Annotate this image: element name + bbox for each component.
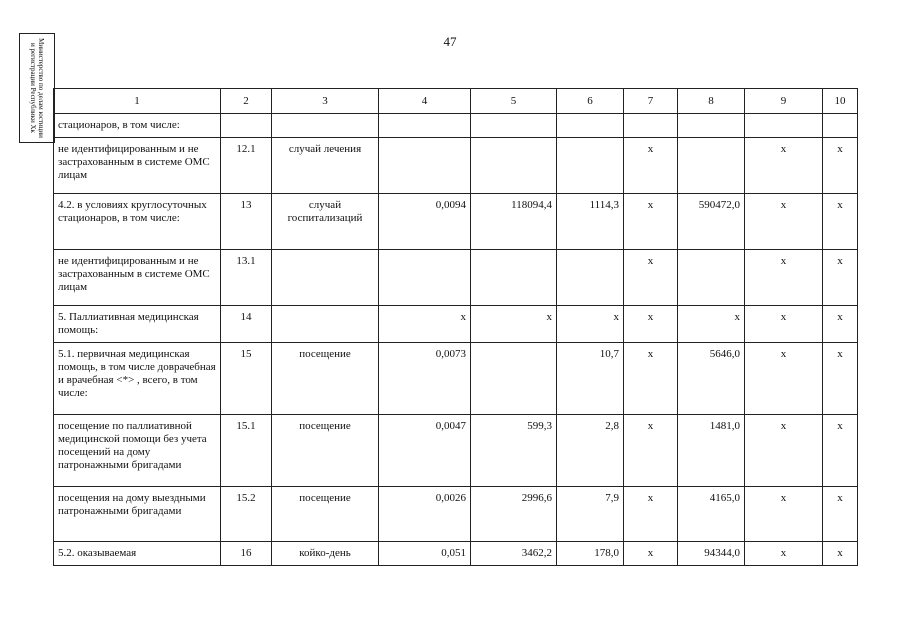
table-cell: x: [745, 343, 823, 415]
table-cell: 5.1. первичная медицинская помощь, в том числе доврачебная и врачебная <*> , всего, в том числе:: [54, 343, 221, 415]
table-cell: 15.2: [221, 487, 272, 542]
table-cell: [823, 114, 858, 138]
table-cell: случай госпитализаций: [272, 194, 379, 250]
table-cell: [471, 250, 557, 306]
table-cell: x: [745, 194, 823, 250]
table-cell: посещения на дому выездными патронажными бригадами: [54, 487, 221, 542]
table-cell: посещение: [272, 343, 379, 415]
table-cell: 16: [221, 542, 272, 566]
table-cell: x: [823, 250, 858, 306]
table-cell: [471, 343, 557, 415]
table-row: [54, 114, 858, 138]
column-header: 7: [624, 89, 678, 114]
table-cell: не идентифицированным и не застрахованным в системе ОМС лицам: [54, 138, 221, 194]
table-cell: x: [745, 138, 823, 194]
table-cell: 7,9: [557, 487, 624, 542]
table-cell: 3462,2: [471, 542, 557, 566]
table-cell: посещение: [272, 415, 379, 487]
table-cell: 1481,0: [678, 415, 745, 487]
table-cell: 2996,6: [471, 487, 557, 542]
table-cell: x: [379, 306, 471, 343]
table-cell: 14: [221, 306, 272, 343]
table-row: [54, 138, 858, 194]
table-cell: 4165,0: [678, 487, 745, 542]
table-cell: 178,0: [557, 542, 624, 566]
table-cell: [678, 250, 745, 306]
column-header: 8: [678, 89, 745, 114]
column-header: 2: [221, 89, 272, 114]
table-cell: 1114,3: [557, 194, 624, 250]
table-cell: x: [745, 415, 823, 487]
table-cell: x: [823, 542, 858, 566]
table-cell: 4.2. в условиях круглосуточных стационаров, в том числе:: [54, 194, 221, 250]
stamp-text: Министерство по делам юстиции и регистрации Республики Хк: [29, 38, 45, 138]
table-cell: x: [624, 343, 678, 415]
column-header: 4: [379, 89, 471, 114]
table-cell: случай лечения: [272, 138, 379, 194]
table-cell: x: [745, 542, 823, 566]
table-cell: 590472,0: [678, 194, 745, 250]
table-cell: x: [823, 343, 858, 415]
table-cell: [272, 306, 379, 343]
table-cell: x: [624, 138, 678, 194]
column-header: 10: [823, 89, 858, 114]
table-cell: [379, 114, 471, 138]
table-cell: посещение: [272, 487, 379, 542]
table-cell: x: [624, 194, 678, 250]
table-cell: x: [624, 250, 678, 306]
table-cell: [678, 138, 745, 194]
table-cell: x: [823, 306, 858, 343]
table-row: [54, 250, 858, 306]
table-cell: x: [557, 306, 624, 343]
table-cell: 13.1: [221, 250, 272, 306]
table-row: [54, 306, 858, 343]
table-cell: 0,0026: [379, 487, 471, 542]
table-cell: x: [678, 306, 745, 343]
table-cell: [471, 114, 557, 138]
table-row: [54, 415, 858, 487]
table-cell: x: [624, 415, 678, 487]
table-cell: [745, 114, 823, 138]
column-header: 1: [54, 89, 221, 114]
table-cell: стационаров, в том числе:: [54, 114, 221, 138]
table-cell: койко-день: [272, 542, 379, 566]
table-cell: [379, 138, 471, 194]
table-cell: [557, 114, 624, 138]
registration-stamp: [19, 33, 55, 143]
table-cell: 0,0094: [379, 194, 471, 250]
table-row: [54, 194, 858, 250]
column-header: 5: [471, 89, 557, 114]
table-cell: 15.1: [221, 415, 272, 487]
table-cell: 94344,0: [678, 542, 745, 566]
table-row: [54, 343, 858, 415]
table-cell: [272, 250, 379, 306]
table-cell: x: [823, 138, 858, 194]
table-cell: не идентифицированным и не застрахованным в системе ОМС лицам: [54, 250, 221, 306]
table-cell: x: [745, 250, 823, 306]
table-cell: [379, 250, 471, 306]
table-cell: 0,0073: [379, 343, 471, 415]
table-cell: 13: [221, 194, 272, 250]
table-row: [54, 487, 858, 542]
table-cell: x: [745, 306, 823, 343]
table-cell: 0,051: [379, 542, 471, 566]
data-table: [53, 88, 858, 566]
table-cell: x: [471, 306, 557, 343]
table-cell: x: [624, 306, 678, 343]
table-cell: посещение по паллиативной медицинской помощи без учета посещений на дому патронажными бригадами: [54, 415, 221, 487]
table-cell: [272, 114, 379, 138]
table-cell: 0,0047: [379, 415, 471, 487]
column-header: 6: [557, 89, 624, 114]
table-cell: [557, 250, 624, 306]
table-cell: x: [624, 487, 678, 542]
table-cell: 5646,0: [678, 343, 745, 415]
page-number: 47: [443, 34, 457, 49]
table-cell: 5.2. оказываемая: [54, 542, 221, 566]
table-cell: [471, 138, 557, 194]
table-cell: 5. Паллиативная медицинская помощь:: [54, 306, 221, 343]
table-header-row: [54, 89, 858, 114]
table-cell: [557, 138, 624, 194]
table-row: [54, 542, 858, 566]
column-header: 3: [272, 89, 379, 114]
table-cell: x: [823, 487, 858, 542]
table-cell: x: [823, 194, 858, 250]
table-cell: 2,8: [557, 415, 624, 487]
table-cell: 118094,4: [471, 194, 557, 250]
table-cell: x: [745, 487, 823, 542]
table-cell: x: [624, 542, 678, 566]
table-cell: 12.1: [221, 138, 272, 194]
table-cell: [678, 114, 745, 138]
table-cell: x: [823, 415, 858, 487]
table-cell: 10,7: [557, 343, 624, 415]
table-cell: 599,3: [471, 415, 557, 487]
table-cell: [624, 114, 678, 138]
column-header: 9: [745, 89, 823, 114]
table-cell: 15: [221, 343, 272, 415]
table-cell: [221, 114, 272, 138]
